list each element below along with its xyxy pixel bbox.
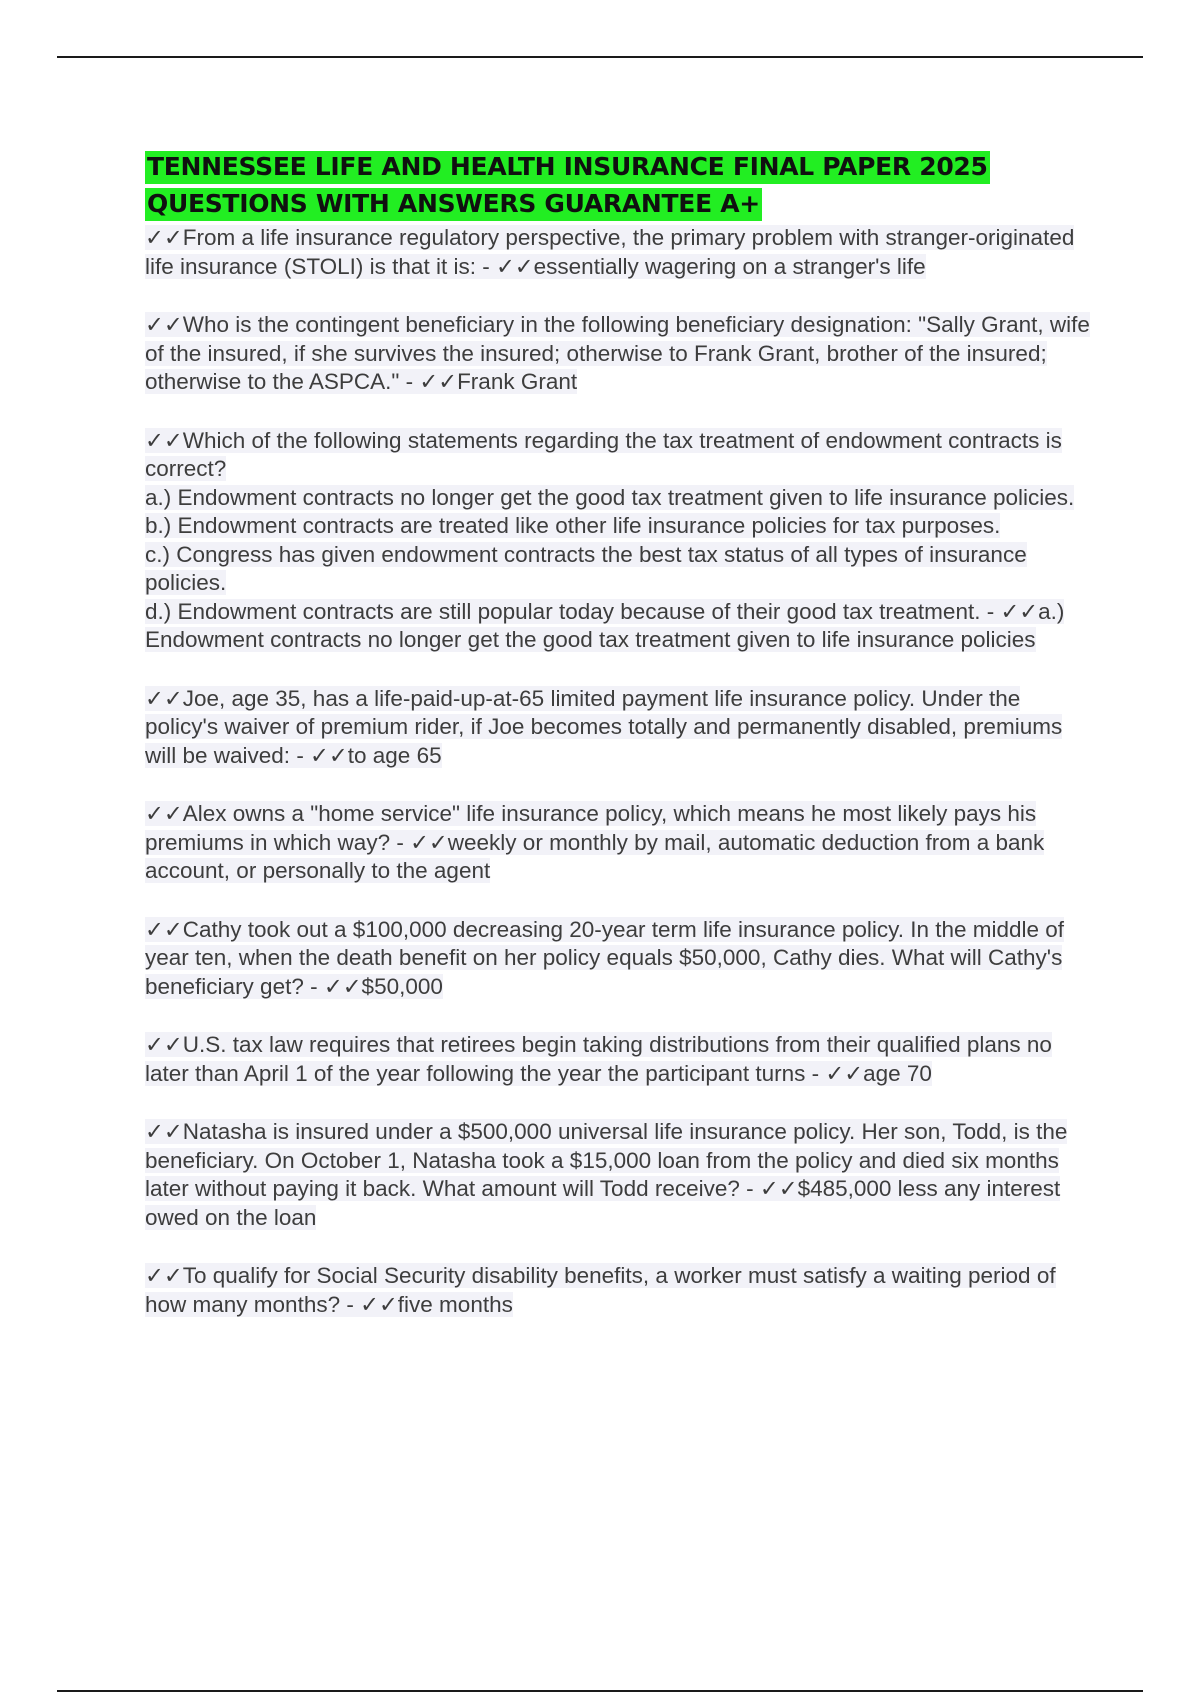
qa-text: ✓✓Cathy took out a $100,000 decreasing 20-year term life insurance policy. In the middle of year ten, when the death benefit on her policy equals $50,000, Cathy dies. What will Cathy's beneficiary get? - ✓✓$50,000 <box>145 916 1065 999</box>
qa-entry <box>145 427 1095 655</box>
qa-entry <box>145 800 1095 886</box>
document-title <box>145 148 1095 222</box>
qa-entry <box>145 1262 1095 1319</box>
qa-entry <box>145 916 1095 1002</box>
qa-text: ✓✓To qualify for Social Security disability benefits, a worker must satisfy a waiting period of how many months? - ✓✓five months <box>145 1263 1056 1317</box>
qa-text: ✓✓Alex owns a "home service" life insurance policy, which means he most likely pays his premiums in which way? - ✓✓weekly or monthly by mail, automatic deduction from a bank account, or personally to the agent <box>145 801 1045 883</box>
header-rule <box>57 56 1143 58</box>
title-line-1: TENNESSEE LIFE AND HEALTH INSURANCE FINAL PAPER 2025 <box>145 151 990 184</box>
qa-entry <box>145 311 1095 397</box>
title-line-2: QUESTIONS WITH ANSWERS GUARANTEE A+ <box>145 188 762 221</box>
qa-text: ✓✓Which of the following statements regarding the tax treatment of endowment contracts is correct? a.) Endowment contracts no longer get the good tax treatment given to life insurance policies. b.) Endowment contracts are treated like other life insurance policies for tax purposes. c.) Congress has given endowment contracts the best tax status of all types of insurance policies. d.) Endowment contracts are still popular today because of their good tax treatment. - ✓✓a.) Endowment contracts no longer get the good tax treatment given to life insurance policies <box>145 427 1075 652</box>
qa-entry <box>145 1118 1095 1232</box>
qa-text: ✓✓Natasha is insured under a $500,000 universal life insurance policy. Her son, Todd, is the beneficiary. On October 1, Natasha took a $15,000 loan from the policy and died six months later without paying it back. What amount will Todd receive? - ✓✓$485,000 less any interest owed on the loan <box>145 1119 1068 1230</box>
qa-text: ✓✓Joe, age 35, has a life-paid-up-at-65 limited payment life insurance policy. Under the policy's waiver of premium rider, if Joe becomes totally and permanently disabled, premiums will be waived: - ✓✓to age 65 <box>145 685 1063 768</box>
document-body <box>145 148 1095 1349</box>
footer-rule <box>57 1690 1143 1692</box>
qa-text: ✓✓U.S. tax law requires that retirees begin taking distributions from their qualified plans no later than April 1 of the year following the year the participant turns - ✓✓age 70 <box>145 1032 1052 1086</box>
qa-entry <box>145 1031 1095 1088</box>
qa-text: ✓✓From a life insurance regulatory perspective, the primary problem with stranger-originated life insurance (STOLI) is that it is: - ✓✓essentially wagering on a stranger's life <box>145 225 1075 279</box>
qa-entry <box>145 685 1095 771</box>
qa-entry <box>145 224 1095 281</box>
qa-text: ✓✓Who is the contingent beneficiary in the following beneficiary designation: "Sally Grant, wife of the insured, if she survives the insured; otherwise to Frank Grant, brother of the insured; otherwise to the ASPCA." - ✓✓Frank Grant <box>145 312 1090 394</box>
